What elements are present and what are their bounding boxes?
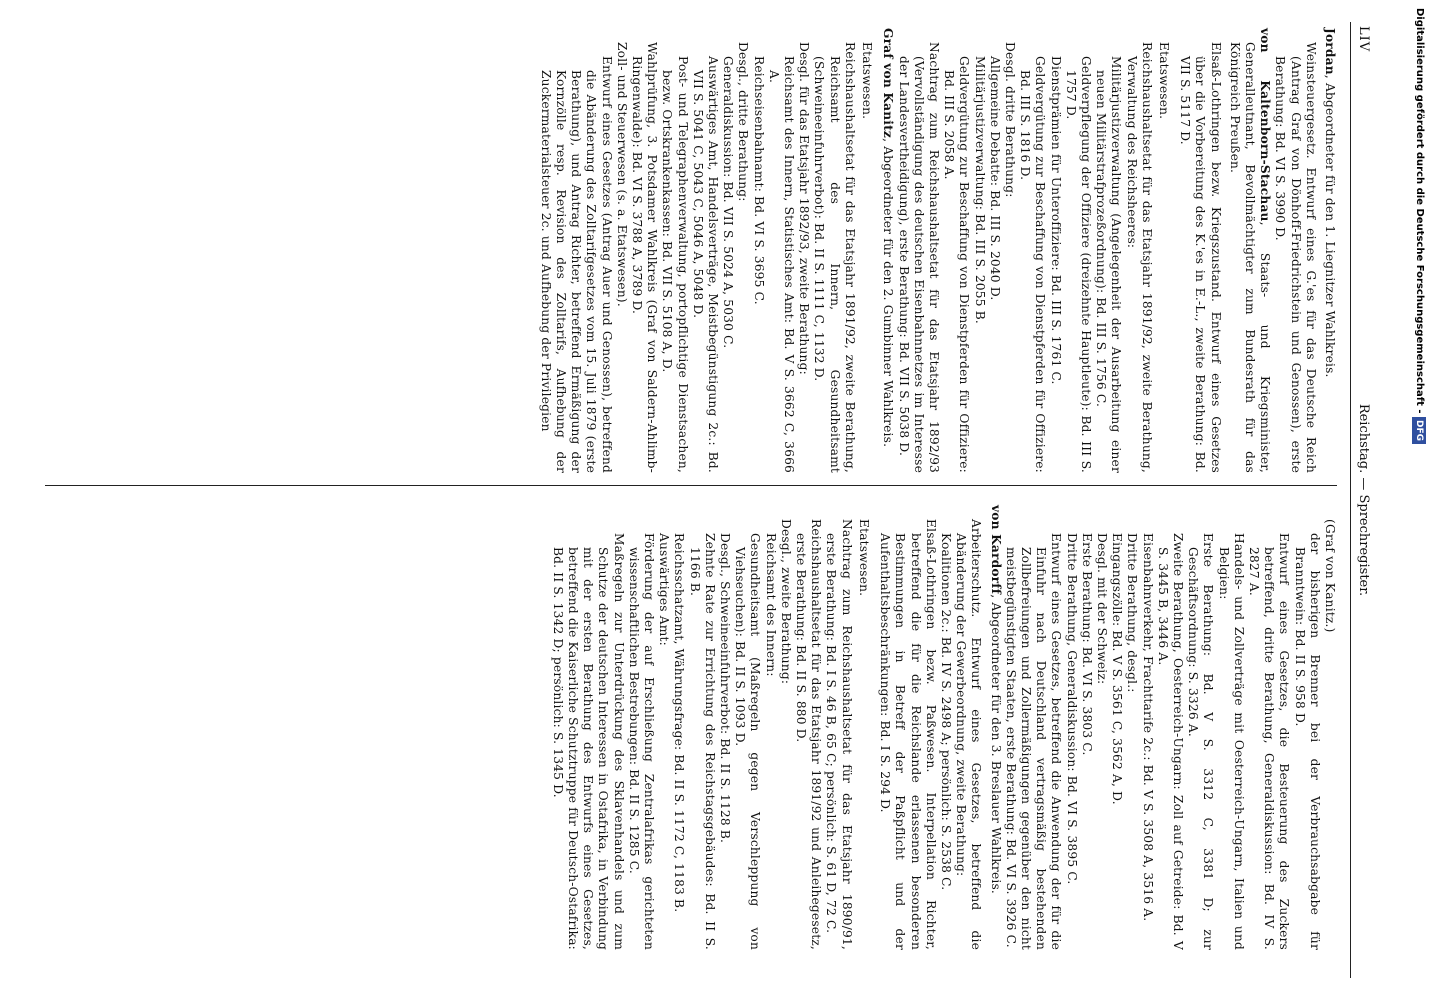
left-column — [538, 28, 1337, 473]
register-subentry: Zoll- und Steuerwesen (s. a. Etatswesen). — [614, 42, 629, 307]
register-reference: Post- und Telegraphenverwaltung, portopflichtige Dienstsachen, bezw. Ortskrankenkassen: Bd. VII S. 5108 A, D. — [660, 56, 690, 473]
register-reference: Reichsamt des Innern: — [763, 533, 778, 677]
register-subentry: (Graf von Kanitz.) — [1323, 519, 1337, 633]
register-reference: Erste Berathung: Bd. V S. 3312 C, 3381 D; zur Geschäftsordnung: S. 3326 A. — [1186, 533, 1216, 950]
register-reference: Reichseisenbahnamt: Bd. VI S. 3695 C. — [751, 56, 766, 305]
right-column — [550, 505, 1337, 950]
register-section-heading: Etatswesen. — [860, 42, 875, 120]
speaker-name: Jordan — [1323, 28, 1337, 75]
register-reference: Erste Berathung: Bd. VI S. 3803 C. — [1079, 533, 1094, 756]
register-reference: Geldverpflegung der Offiziere (dreizehnte Hauptleute): Bd. III S. 1757 D. — [1063, 56, 1093, 473]
register-reference: der bisherigen Brenner bei der Verbrauchsabgabe für Branntwein: Bd. II S. 958 D. — [1292, 533, 1322, 950]
dfg-note-text: Digitalisierung gefördert durch die Deutsche Forschungsgemeinschaft - — [1414, 8, 1425, 414]
register-subentry: Reichshaushaltsetat für das Etatsjahr 1891/92, zweite Berathung, Reichsamt des Innern, Gesundheitsamt (Schweineeinfuhrverbot): Bd. II S. 1111 C, 1132 D. — [812, 42, 857, 473]
register-reference: Dienstprämien für Unteroffiziere: Bd. III S. 1761 C. — [1048, 56, 1063, 385]
register-subentry: Desgl., zweite Berathung: — [778, 519, 793, 685]
register-subentry: Elsaß-Lothringen bezw. Kriegszustand. Entwurf eines Gesetzes über die Vorbereitung des K.'es in E.-L., zweite Berathung: Bd. VII S. 5117 D. — [1178, 42, 1223, 473]
register-entry-speaker — [1227, 28, 1273, 473]
register-reference: Militärjustizverwaltung: Bd. III S. 2055 B. — [972, 56, 987, 324]
register-subentry: Nachtrag zum Reichshaushaltsetat für das Etatsjahr 1890/91, erste Berathung: Bd. I S. 46 B, 65 C; persönlich: S. 61 D, 72 C. — [824, 519, 854, 950]
register-subentry: Wahlprüfung, 3. Potsdamer Wahlkreis (Graf von Saldern-Ahlimb-Ringenwalde): Bd. VI S. 3788 A, 3789 D. — [630, 42, 660, 473]
column-divider — [45, 485, 1337, 486]
register-reference: Zehnte Rate zur Errichtung des Reichstagsgebäudes: Bd. II S. 1166 B. — [687, 533, 717, 950]
register-reference: Zweite Berathung, Oesterreich-Ungarn: Zoll auf Getreide: Bd. V S. 3445 B, 3446 A. — [1155, 533, 1185, 950]
header-rule — [1350, 22, 1351, 978]
page-header — [1349, 22, 1375, 978]
speaker-description: , Staats- und Kriegsminister, Generalleutnant, Bevollmächtigter zum Bundesrath für das Königreich Preußen. — [1227, 42, 1273, 473]
register-entry-speaker — [987, 505, 1002, 950]
register-reference: Eingangszölle: Bd. V S. 3561 C, 3562 A, D. — [1110, 533, 1125, 805]
rotated-page-content — [15, 0, 1395, 1000]
speaker-description: , Abgeordneter für den 2. Gumbinner Wahlkreis. — [881, 138, 896, 448]
register-reference: Geldvergütung zur Beschaffung von Dienstpferden für Offiziere: Bd. III S. 2058 A. — [942, 56, 972, 473]
register-section-heading: Etatswesen. — [856, 519, 871, 597]
register-entry-speaker — [1322, 28, 1337, 473]
register-section-heading: Etatswesen. — [1156, 42, 1171, 120]
register-reference: Maßregeln zur Unterdrückung des Sklavenhandels und zum Schutze der deutschen Interessen in Ostafrika, in Verbindung mit der ersten Berathung des Entwurfs eines Gesetzes, betreffend die Kaiserliche Schutztruppe für Deutsch-Ostafrika: Bd. II S. 1342 D; persönlich: S. 1345 D. — [550, 533, 626, 950]
register-reference: Handels- und Zollverträge mit Oesterreich-Ungarn, Italien und Belgien: — [1216, 533, 1246, 950]
register-reference: Koalitionen 2c.: Bd. IV S. 2498 A; persönlich: S. 2538 C. — [938, 533, 953, 891]
register-reference: Gesundheitsamt (Maßregeln gegen Verschleppung von Viehseuchen): Bd. II S. 1093 D. — [733, 533, 763, 950]
register-reference: Dritte Berathung, desgl.: — [1125, 533, 1140, 693]
speaker-description: , Abgeordneter für den 3. Breslauer Wahlkreis. — [988, 594, 1003, 894]
register-reference: Reichsschatzamt, Währungsfrage: Bd. II S. 1172 C, 1183 B. — [672, 533, 687, 913]
register-subentry: Weinsteuergesetz. Entwurf eines G.'es für das Deutsche Reich (Antrag Graf von Dönhoff-Friedrichstein und Genossen), erste Berathung: Bd. VI S. 3990 D. — [1273, 42, 1318, 473]
register-subentry: Elsaß-Lothringen bezw. Paßwesen. Interpellation Richter, betreffend die für die Reichslande erlassenen besonderen Bestimmungen in Betreff der Paßpflicht und der Aufenthaltsbeschränkungen: Bd. I S. 294 D. — [878, 519, 938, 950]
speaker-name: Graf von Kanitz — [881, 28, 896, 139]
register-subentry: Arbeiterschutz. Entwurf eines Gesetzes, betreffend die Abänderung der Gewerbeordnung, zweite Berathung: — [954, 519, 984, 950]
register-reference: Entwurf eines Gesetzes, betreffend die Anwendung der für die Einfuhr nach Deutschland vertragsmäßig bestehenden Zollbefreiungen und Zollermäßigungen gegenüber den nicht meistbegünstigten Staaten, erste Berathung: Bd. VI S. 3926 C. — [1003, 533, 1064, 950]
register-reference: Allgemeine Debatte: Bd. III S. 2040 D. — [987, 56, 1002, 301]
register-reference: Geldvergütung zur Beschaffung von Dienstpferden für Offiziere: Bd. III S. 1816 D. — [1018, 56, 1048, 473]
register-subentry: Reichshaushaltsetat für das Etatsjahr 1891/92, zweite Berathung, Verwaltung des Reichsheeres: — [1124, 42, 1154, 473]
register-subentry: Reichshaushaltsetat für das Etatsjahr 1891/92 und Anleihegesetz, erste Berathung: Bd. II S. 880 D. — [794, 519, 824, 950]
register-reference: Auswärtiges Amt, Handelsverträge, Meistbegünstigung 2c.: Bd. VII S. 5041 C, 5043 C, 5046 A, 5048 D. — [690, 56, 721, 473]
register-subentry: Desgl. dritte Berathung: — [1002, 42, 1017, 198]
speaker-name: von Kaltenborn-Stachau — [1258, 28, 1273, 222]
register-reference: Eisenbahnverkehr, Frachttarife 2c.: Bd. V S. 3508 A, 3516 A. — [1140, 533, 1155, 922]
register-reference: Auswärtiges Amt: — [657, 533, 672, 646]
register-reference: Militärjustizverwaltung (Angelegenheit der Ausarbeitung einer neuen Militärstrafprozeßordnung): Bd. III S. 1756 C. — [1094, 56, 1124, 473]
register-reference: Generaldiskussion: Bd. VII S. 5024 A, 5030 C. — [721, 56, 736, 349]
speaker-name: von Kardorff — [988, 505, 1003, 595]
dfg-watermark — [1412, 8, 1426, 992]
dfg-logo: DFG — [1412, 417, 1426, 444]
register-reference: Desgl. mit der Schweiz: — [1094, 533, 1109, 685]
register-reference: Reichsamt des Innern, Statistisches Amt: Bd. V S. 3662 C, 3666 A. — [766, 56, 797, 473]
register-subentry: Nachtrag zum Reichshaushaltsetat für das Etatsjahr 1892/93 (Vervollständigung des deutschen Eisenbahnnetzes im Interesse der Landesvertheidigung), erste Berathung: Bd. VII S. 5038 D. — [896, 42, 941, 473]
running-title: Reichstag. — Sprechregister. — [1356, 403, 1371, 597]
register-subentry: Desgl. für das Etatsjahr 1892/93, zweite Berathung: — [797, 42, 812, 375]
speaker-description: , Abgeordneter für den 1. Liegnitzer Wahlkreis. — [1323, 74, 1337, 378]
register-reference: Desgl., Schweineeinfuhrverbot: Bd. II S. 1128 B. — [718, 533, 733, 844]
register-subentry: Desgl., dritte Berathung: — [736, 42, 751, 202]
register-reference: Entwurf eines Gesetzes (Antrag Auer und Genossen), betreffend die Abänderung des Zolltarifgesetzes vom 15. Juli 1879 (erste Berathung), und Antrag Richter, betreffend Ermäßigung der Kornzölle resp. Revision des Zolltarifs, Aufhebung der Zuckermaterialsteuer 2c. und Aufhebung der Privilegien — [538, 56, 614, 473]
register-reference: Entwurf eines Gesetzes, die Besteuerung des Zuckers betreffend, dritte Berathung, Generaldiskussion: Bd. IV S. 2827 A. — [1246, 533, 1292, 950]
register-reference: Förderung der auf Erschließung Zentralafrikas gerichteten wissenschaftlichen Bestrebungen: Bd. II S. 1285 C. — [626, 533, 657, 950]
page-number: LIV — [1356, 26, 1371, 53]
register-entry-speaker — [880, 28, 895, 473]
register-reference: Dritte Berathung, Generaldiskussion: Bd. VI S. 3895 C. — [1064, 533, 1079, 885]
